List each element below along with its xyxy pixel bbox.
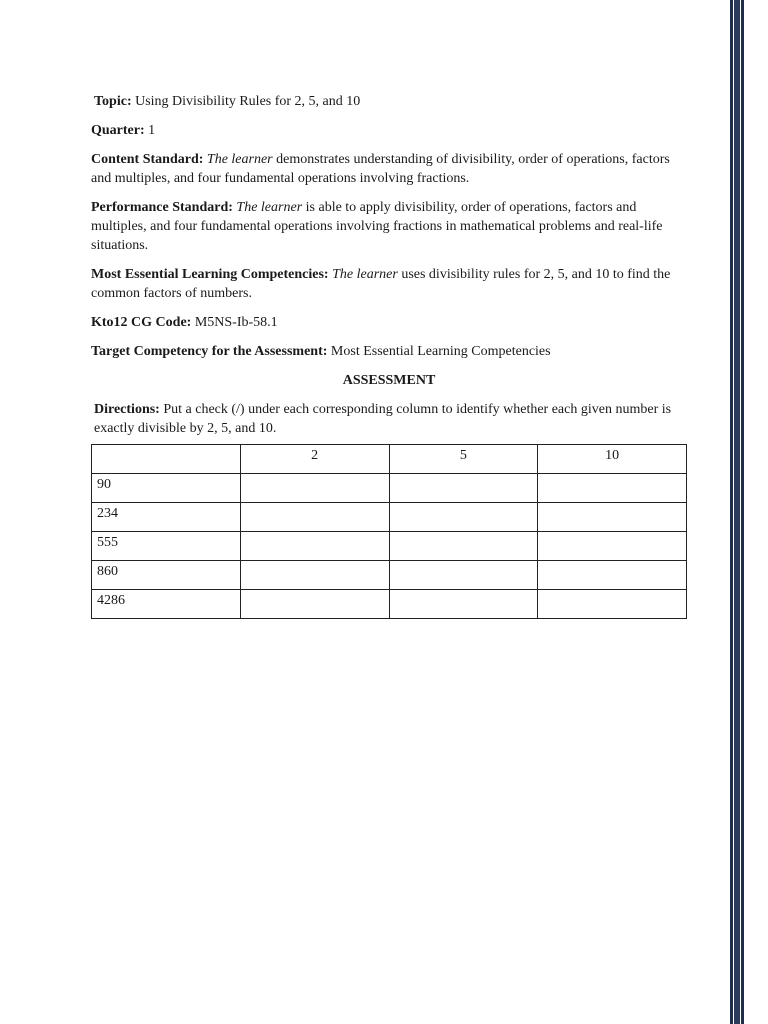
number-cell: 90 bbox=[92, 474, 241, 503]
number-cell: 555 bbox=[92, 532, 241, 561]
melc-label: Most Essential Learning Competencies: bbox=[91, 267, 329, 282]
check-cell-10[interactable] bbox=[538, 474, 687, 503]
table-row bbox=[92, 474, 687, 503]
table-header-cell: 2 bbox=[240, 445, 389, 474]
quarter-line bbox=[91, 121, 687, 140]
target-competency-text: Most Essential Learning Competencies bbox=[327, 344, 551, 359]
check-cell-5[interactable] bbox=[389, 503, 538, 532]
performance-standard-line bbox=[91, 198, 687, 255]
content-standard-subject: The learner bbox=[206, 152, 273, 167]
content-standard-line bbox=[91, 150, 687, 188]
page-border-decoration bbox=[730, 0, 744, 1024]
topic-line bbox=[91, 92, 687, 111]
check-cell-5[interactable] bbox=[389, 532, 538, 561]
target-competency-label: Target Competency for the Assessment: bbox=[91, 344, 328, 359]
assessment-heading: ASSESSMENT bbox=[342, 373, 436, 388]
check-cell-10[interactable] bbox=[538, 590, 687, 619]
table-header-cell: 10 bbox=[538, 445, 687, 474]
check-cell-10[interactable] bbox=[538, 532, 687, 561]
check-cell-10[interactable] bbox=[538, 503, 687, 532]
content-standard-text: demonstrates understanding of divisibility, order of operations, factors and multiples, and four fundamental operations involving fractions. bbox=[91, 152, 670, 186]
check-cell-2[interactable] bbox=[240, 503, 389, 532]
check-cell-10[interactable] bbox=[538, 561, 687, 590]
check-cell-2[interactable] bbox=[240, 532, 389, 561]
performance-standard-label: Performance Standard: bbox=[91, 200, 233, 215]
cg-code-text: M5NS-Ib-58.1 bbox=[191, 315, 278, 330]
check-cell-2[interactable] bbox=[240, 590, 389, 619]
number-cell: 860 bbox=[92, 561, 241, 590]
number-cell: 234 bbox=[92, 503, 241, 532]
quarter-label: Quarter: bbox=[91, 123, 145, 138]
directions-line bbox=[91, 400, 687, 438]
check-cell-5[interactable] bbox=[389, 561, 538, 590]
document-page bbox=[91, 92, 687, 619]
check-cell-5[interactable] bbox=[389, 590, 538, 619]
target-competency-line bbox=[91, 342, 687, 361]
quarter-text: 1 bbox=[144, 123, 156, 138]
performance-standard-text: is able to apply divisibility, order of operations, factors and multiples, and four fundamental operations involving fractions in mathematical problems and real-life situations. bbox=[91, 200, 663, 253]
topic-label: Topic: bbox=[94, 94, 132, 109]
table-row bbox=[92, 561, 687, 590]
table-header-cell: 5 bbox=[389, 445, 538, 474]
table-row bbox=[92, 532, 687, 561]
topic-text: Using Divisibility Rules for 2, 5, and 10 bbox=[131, 94, 361, 109]
check-cell-2[interactable] bbox=[240, 474, 389, 503]
check-cell-5[interactable] bbox=[389, 474, 538, 503]
divisibility-table bbox=[91, 444, 687, 619]
directions-label: Directions: bbox=[94, 402, 160, 417]
content-standard-label: Content Standard: bbox=[91, 152, 204, 167]
melc-subject: The learner bbox=[332, 267, 398, 282]
table-row bbox=[92, 590, 687, 619]
cg-code-line bbox=[91, 313, 687, 332]
check-cell-2[interactable] bbox=[240, 561, 389, 590]
table-row bbox=[92, 503, 687, 532]
directions-text: Put a check (/) under each corresponding column to identify whether each given number is exactly divisible by 2, 5, and 10. bbox=[94, 402, 672, 436]
table-header-row bbox=[92, 445, 687, 474]
performance-standard-subject: The learner bbox=[236, 200, 303, 215]
number-cell: 4286 bbox=[92, 590, 241, 619]
melc-text: uses divisibility rules for 2, 5, and 10 to find the common factors of numbers. bbox=[91, 267, 671, 301]
table-header-cell bbox=[92, 445, 241, 474]
cg-code-label: Kto12 CG Code: bbox=[91, 315, 192, 330]
melc-line bbox=[91, 265, 687, 303]
